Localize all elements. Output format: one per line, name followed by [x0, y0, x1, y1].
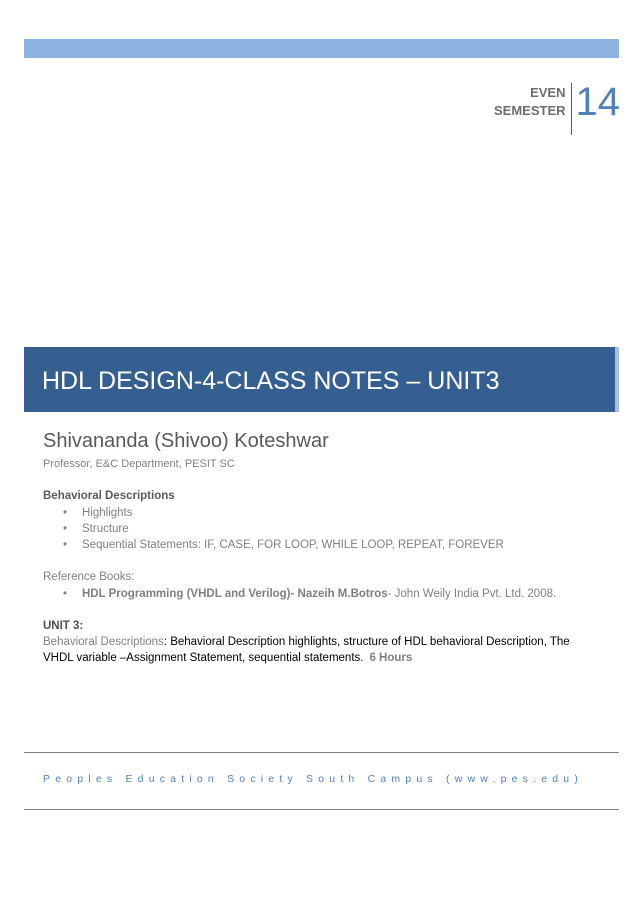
bullet-icon: • — [63, 523, 68, 535]
semester-line-even: EVEN — [530, 85, 566, 100]
semester-label — [494, 83, 571, 120]
references-heading: Reference Books: — [43, 571, 135, 583]
list-item — [63, 521, 603, 537]
list-item-text: Structure — [82, 523, 129, 535]
document-title: HDL DESIGN-4-CLASS NOTES – UNIT3 — [42, 367, 500, 395]
footer-rule-bottom — [24, 809, 619, 810]
unit-description — [43, 634, 603, 666]
behavioral-list — [43, 505, 603, 553]
title-band — [24, 347, 619, 412]
book-title: HDL Programming (VHDL and Verilog)- Nazeih M.Botros — [82, 588, 388, 600]
book-publisher: - John Weily India Pvt. Ltd. 2008. — [387, 588, 557, 600]
bullet-icon: • — [63, 507, 68, 519]
semester-block — [493, 80, 620, 135]
header-color-bar — [24, 39, 619, 58]
references-list — [43, 586, 603, 602]
unit-body-text: : Behavioral Description highlights, structure of HDL behavioral Description, The VHDL variable –Assignment Statement, sequential statements. — [43, 636, 570, 664]
list-item-text: Sequential Statements: IF, CASE, FOR LOOP, WHILE LOOP, REPEAT, FOREVER — [82, 539, 504, 551]
list-item — [63, 586, 603, 602]
behavioral-heading: Behavioral Descriptions — [43, 490, 175, 502]
list-item — [63, 537, 603, 553]
unit-lead: Behavioral Descriptions — [43, 636, 164, 648]
unit-heading: UNIT 3: — [43, 620, 84, 632]
semester-year: 14 — [575, 80, 620, 124]
bullet-icon: • — [63, 588, 68, 600]
list-item — [63, 505, 603, 521]
author-role: Professor, E&C Department, PESIT SC — [43, 458, 235, 470]
footer-text: Peoples Education Society South Campus (www.pes.edu) — [43, 773, 584, 785]
semester-line-semester: SEMESTER — [493, 103, 566, 118]
bullet-icon: • — [63, 539, 68, 551]
footer-rule-top — [24, 752, 619, 753]
document-content — [43, 428, 603, 666]
unit-hours: 6 Hours — [369, 652, 413, 664]
author-name: Shivananda (Shivoo) Koteshwar — [43, 430, 329, 452]
list-item-text: Highlights — [82, 507, 133, 519]
